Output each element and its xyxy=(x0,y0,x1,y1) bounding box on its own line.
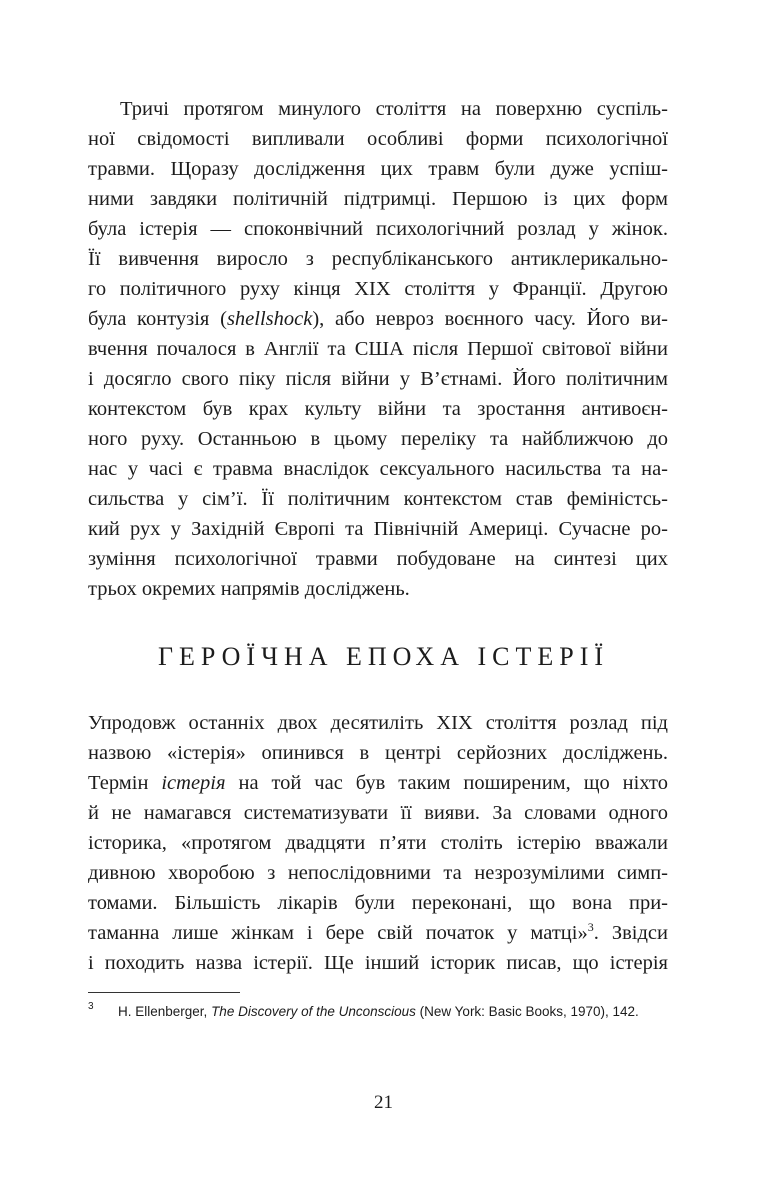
footnote-book-title: The Discovery of the Unconscious xyxy=(211,1004,416,1019)
text-line: зуміння психологічної травми побудоване на синтезі цих xyxy=(88,548,668,570)
footnote-text: H. Ellenberger, The Discovery of the Unconscious (New York: Basic Books, 1970), 142. xyxy=(118,1004,639,1019)
page-number: 21 xyxy=(374,1092,393,1113)
text-line: дивною хворобою з непослідовними та незрозумілими симп- xyxy=(88,862,668,884)
text-line: Її вивчення виросло з республіканського антиклерикально- xyxy=(88,248,668,270)
text-line: була контузія (shellshock), або невроз воєнного часу. Його ви- xyxy=(88,308,668,330)
text-line: таманна лише жінкам і бере свій початок у матці»$^3$. Звідси xyxy=(88,920,668,944)
text-line: ної свідомості випливали особливі форми психологічної xyxy=(88,128,668,150)
text-line: го політичного руху кінця XIX століття у Франції. Другою xyxy=(88,278,668,300)
section-heading: ГЕРОЇЧНА ЕПОХА ІСТЕРІЇ xyxy=(157,642,610,671)
text-line: й не намагався систематизувати її вияви. За словами одного xyxy=(88,802,668,824)
italic-term: істерія xyxy=(161,772,226,794)
text-line: Термін істерія на той час був таким поширеним, що ніхто xyxy=(88,772,668,794)
text-line: контекстом був крах культу війни та зростання антивоєн- xyxy=(88,398,668,420)
text-line: вчення почалося в Англії та США після Першої світової війни xyxy=(88,338,668,360)
text-line: томами. Більшість лікарів були переконані, що вона при- xyxy=(88,892,668,914)
text-line: ного руху. Останньою в цьому переліку та найближчою до xyxy=(88,428,668,450)
text-line: Упродовж останніх двох десятиліть XIX століття розлад під xyxy=(88,712,668,734)
text-line: травми. Щоразу дослідження цих травм були дуже успіш- xyxy=(88,158,668,180)
text-line: історика, «протягом двадцяти п’яти століть істерію вважали xyxy=(88,832,668,854)
footnote-divider xyxy=(88,992,240,993)
text-line: назвою «істерія» опинився в центрі серйозних досліджень. xyxy=(88,742,668,764)
text-line: і походить назва істерії. Ще інший історик писав, що істерія xyxy=(88,952,668,974)
text-line: кий рух у Західній Європі та Північній Америці. Сучасне ро- xyxy=(88,518,668,540)
text-line: нас у часі є травма внаслідок сексуального насильства та на- xyxy=(88,458,668,480)
text-line: Тричі протягом минулого століття на поверхню суспіль- xyxy=(120,98,668,120)
text-line: була істерія — споконвічний психологічний розлад у жінок. xyxy=(88,218,668,240)
text-line: сильства у сім’ї. Її політичним контекстом став феміністсь- xyxy=(88,488,668,510)
italic-term: shellshock xyxy=(226,308,313,330)
footnote-ref[interactable]: 3 xyxy=(587,920,594,935)
text-line: трьох окремих напрямів досліджень. xyxy=(88,578,410,600)
text-line: і досягло свого піку після війни у В’єтнамі. Його політичним xyxy=(88,368,668,390)
text-line: ними завдяки політичній підтримці. Першою із цих форм xyxy=(88,188,668,210)
footnote-number: 3 xyxy=(88,1001,94,1012)
